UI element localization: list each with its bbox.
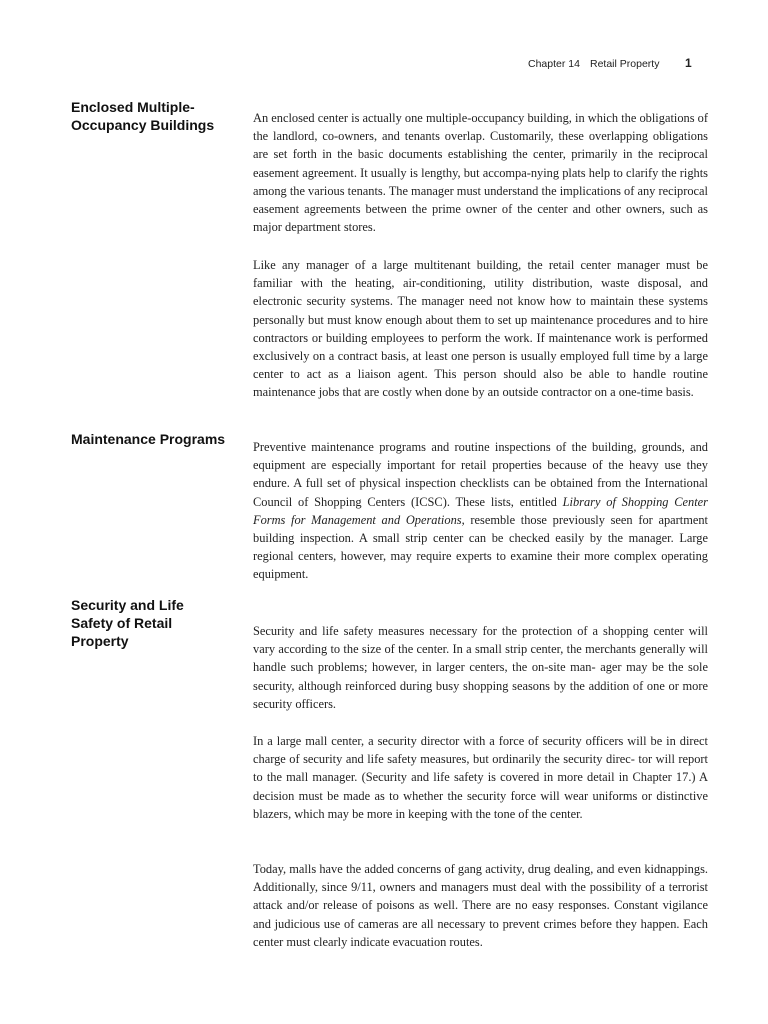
- paragraph-mall-concerns: Today, malls have the added concerns of gang activity, drug dealing, and even kidnappings. Additionally, since 9/11, owners and managers must deal with the possibility of a terrorist attack and/or release of poisons as well. There are no easy responses. Constant vigilance and judicious use of cameras are all necessary to prevent crimes before they happen. Each center must clearly indicate evacuation routes.: [253, 862, 708, 949]
- chapter-label: Chapter 14: [528, 58, 580, 70]
- paragraph-maintenance-text-1: Preventive maintenance programs and routine inspections of the building, grounds, and equipment are especially important for retail properties because of the heavy use they endure. A full set of physical inspection checklists can be obtained from the International Council of Shopping Centers (ICSC). These lists, entitled: [253, 440, 708, 509]
- section-label: Retail Property: [590, 58, 660, 70]
- page-number: 1: [685, 56, 692, 70]
- heading-enclosed-buildings: Enclosed Multiple-Occupancy Buildings: [71, 99, 215, 133]
- running-header: [0, 56, 768, 72]
- forms-library-title: Library of Shopping Center Forms for Management and Operations,: [253, 494, 708, 527]
- paragraph-mall-security: In a large mall center, a security director with a force of security officers will be in direct charge of security and life safety measures, but ordinarily the security direc- tor will report to the mall manager. (Security and life safety is covered in more detail in Chapter 17.) A decision must be made as to whether the security force will wear uniforms or distinctive blazers, which may be more in keeping with the tone of the center.: [253, 734, 708, 821]
- paragraph-maintenance-text-2: resemble those previously seen for apartment building inspection. A small strip center can be checked easily by the manager. Large regional centers, however, may require experts to examine their more complex operating equipment.: [253, 512, 708, 582]
- paragraph-security-measures: Security and life safety measures necessary for the protection of a shopping center will vary according to the size of the center. In a small strip center, the merchants generally will handle such problems; however, in larger centers, the on-site man- ager may be the sole security, although reinforced during busy shopping seasons by the addition of one or more security officers.: [253, 624, 708, 711]
- paragraph-maintenance: [253, 438, 708, 584]
- paragraph-manager-systems: Like any manager of a large multitenant building, the retail center manager must be familiar with the heating, air-conditioning, utility distribution, waste disposal, and electronic security systems. The manager need not know how to maintain these systems personally but must know enough about them to set up maintenance procedures and to hire contractors or building employees to perform the work. If maintenance work is performed exclusively on a contract basis, at least one person is usually employed full time by a large center to act as a liaison agent. This person should also be able to handle routine maintenance jobs that are costly when done by an outside contractor on a one-time basis.: [253, 258, 708, 400]
- heading-maintenance-programs: Maintenance Programs: [71, 431, 226, 447]
- paragraph-enclosed-center: An enclosed center is actually one multiple-occupancy building, in which the obligations of the landlord, co-owners, and tenants overlap. Customarily, these overlapping obligations are set forth in the basic documents establishing the center, primarily in the reciprocal easement agreement. It usually is lengthy, but accompa-nying plats help to clarify the rights among the various tenants. The manager must understand the implications of any reciprocal easement agreements between the prime owner of the center and other owners, such as major department stores.: [253, 111, 708, 235]
- heading-security-life-safety: Security and Life Safety of Retail Property: [71, 597, 184, 649]
